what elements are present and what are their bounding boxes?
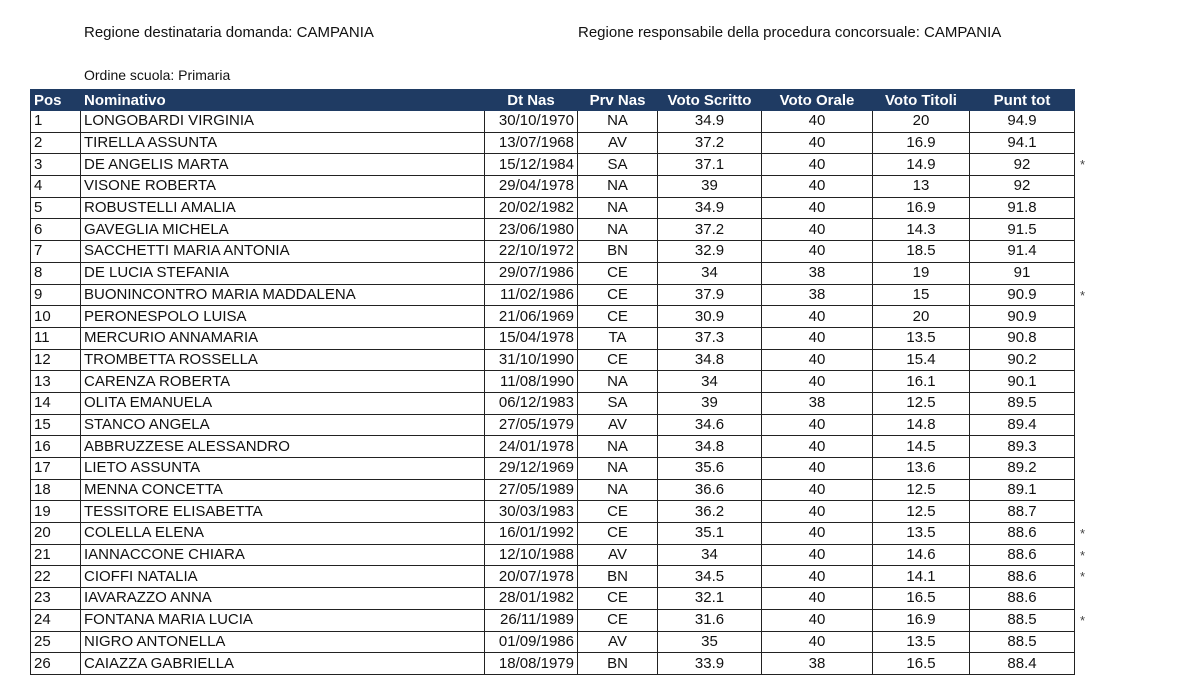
- cell-prv-nas: NA: [578, 176, 658, 198]
- cell-voto-scritto: 34: [658, 544, 762, 566]
- note-mark: [1080, 632, 1100, 654]
- cell-voto-titoli: 16.5: [873, 653, 970, 675]
- table-row: [31, 436, 1075, 458]
- cell-punt-tot: 89.5: [970, 392, 1075, 414]
- cell-nominativo: VISONE ROBERTA: [81, 176, 485, 198]
- cell-dt-nas: 29/04/1978: [485, 176, 578, 198]
- cell-prv-nas: SA: [578, 392, 658, 414]
- cell-voto-titoli: 14.6: [873, 544, 970, 566]
- cell-punt-tot: 89.3: [970, 436, 1075, 458]
- cell-punt-tot: 88.6: [970, 566, 1075, 588]
- table-row: [31, 154, 1075, 176]
- cell-dt-nas: 21/06/1969: [485, 306, 578, 328]
- column-header-pos: Pos: [31, 90, 81, 111]
- cell-voto-scritto: 36.2: [658, 501, 762, 523]
- cell-pos: 15: [31, 414, 81, 436]
- cell-voto-orale: 40: [762, 609, 873, 631]
- cell-dt-nas: 11/02/1986: [485, 284, 578, 306]
- cell-dt-nas: 22/10/1972: [485, 241, 578, 263]
- cell-dt-nas: 27/05/1979: [485, 414, 578, 436]
- column-header-prv-nas: Prv Nas: [578, 90, 658, 111]
- cell-dt-nas: 01/09/1986: [485, 631, 578, 653]
- cell-nominativo: COLELLA ELENA: [81, 523, 485, 545]
- cell-pos: 10: [31, 306, 81, 328]
- cell-voto-titoli: 15: [873, 284, 970, 306]
- cell-pos: 4: [31, 176, 81, 198]
- cell-voto-titoli: 13.6: [873, 458, 970, 480]
- region-responsible-label: Regione responsabile della procedura concorsuale: CAMPANIA: [578, 24, 1002, 41]
- cell-dt-nas: 29/07/1986: [485, 262, 578, 284]
- column-header-punt-tot: Punt tot: [970, 90, 1075, 111]
- cell-voto-orale: 38: [762, 392, 873, 414]
- cell-prv-nas: CE: [578, 501, 658, 523]
- table-row: [31, 414, 1075, 436]
- column-header-voto-titoli: Voto Titoli: [873, 90, 970, 111]
- table-body: [31, 111, 1075, 675]
- table-row: [31, 132, 1075, 154]
- cell-voto-scritto: 39: [658, 392, 762, 414]
- cell-punt-tot: 90.9: [970, 284, 1075, 306]
- cell-voto-scritto: 34.8: [658, 436, 762, 458]
- cell-voto-orale: 40: [762, 458, 873, 480]
- cell-prv-nas: AV: [578, 132, 658, 154]
- cell-voto-titoli: 16.5: [873, 588, 970, 610]
- cell-prv-nas: TA: [578, 327, 658, 349]
- cell-voto-titoli: 14.8: [873, 414, 970, 436]
- cell-voto-scritto: 34: [658, 262, 762, 284]
- cell-pos: 12: [31, 349, 81, 371]
- cell-pos: 23: [31, 588, 81, 610]
- note-mark: [1080, 198, 1100, 220]
- table-row: [31, 566, 1075, 588]
- cell-punt-tot: 90.9: [970, 306, 1075, 328]
- cell-punt-tot: 91.4: [970, 241, 1075, 263]
- cell-prv-nas: NA: [578, 111, 658, 133]
- cell-punt-tot: 91.5: [970, 219, 1075, 241]
- cell-pos: 2: [31, 132, 81, 154]
- cell-nominativo: OLITA EMANUELA: [81, 392, 485, 414]
- table-row: [31, 653, 1075, 675]
- cell-prv-nas: NA: [578, 436, 658, 458]
- cell-nominativo: IANNACCONE CHIARA: [81, 544, 485, 566]
- cell-nominativo: ABBRUZZESE ALESSANDRO: [81, 436, 485, 458]
- cell-nominativo: BUONINCONTRO MARIA MADDALENA: [81, 284, 485, 306]
- note-mark: [1080, 350, 1100, 372]
- table-row: [31, 371, 1075, 393]
- cell-punt-tot: 88.5: [970, 631, 1075, 653]
- cell-voto-titoli: 12.5: [873, 392, 970, 414]
- cell-pos: 21: [31, 544, 81, 566]
- cell-pos: 22: [31, 566, 81, 588]
- cell-dt-nas: 26/11/1989: [485, 609, 578, 631]
- column-header-voto-scritto: Voto Scritto: [658, 90, 762, 111]
- cell-prv-nas: BN: [578, 241, 658, 263]
- cell-voto-orale: 40: [762, 132, 873, 154]
- cell-voto-scritto: 34: [658, 371, 762, 393]
- note-mark: [1080, 133, 1100, 155]
- cell-voto-orale: 40: [762, 241, 873, 263]
- cell-voto-scritto: 34.5: [658, 566, 762, 588]
- cell-voto-scritto: 33.9: [658, 653, 762, 675]
- cell-punt-tot: 88.5: [970, 609, 1075, 631]
- cell-prv-nas: BN: [578, 566, 658, 588]
- cell-nominativo: MERCURIO ANNAMARIA: [81, 327, 485, 349]
- cell-prv-nas: NA: [578, 371, 658, 393]
- cell-voto-titoli: 16.1: [873, 371, 970, 393]
- cell-dt-nas: 15/04/1978: [485, 327, 578, 349]
- notes-column: [1080, 111, 1100, 675]
- table-row: [31, 501, 1075, 523]
- cell-dt-nas: 27/05/1989: [485, 479, 578, 501]
- cell-punt-tot: 91: [970, 262, 1075, 284]
- cell-dt-nas: 06/12/1983: [485, 392, 578, 414]
- cell-punt-tot: 89.1: [970, 479, 1075, 501]
- cell-voto-orale: 40: [762, 566, 873, 588]
- cell-prv-nas: CE: [578, 284, 658, 306]
- cell-pos: 25: [31, 631, 81, 653]
- cell-voto-orale: 40: [762, 111, 873, 133]
- note-mark: [1080, 458, 1100, 480]
- cell-pos: 1: [31, 111, 81, 133]
- cell-pos: 13: [31, 371, 81, 393]
- cell-voto-titoli: 14.9: [873, 154, 970, 176]
- cell-nominativo: SACCHETTI MARIA ANTONIA: [81, 241, 485, 263]
- cell-pos: 17: [31, 458, 81, 480]
- cell-nominativo: ROBUSTELLI AMALIA: [81, 197, 485, 219]
- cell-prv-nas: CE: [578, 262, 658, 284]
- cell-punt-tot: 88.6: [970, 588, 1075, 610]
- cell-nominativo: PERONESPOLO LUISA: [81, 306, 485, 328]
- cell-voto-orale: 40: [762, 479, 873, 501]
- table-row: [31, 262, 1075, 284]
- note-mark: [1080, 176, 1100, 198]
- cell-prv-nas: NA: [578, 219, 658, 241]
- cell-pos: 20: [31, 523, 81, 545]
- cell-voto-titoli: 12.5: [873, 501, 970, 523]
- cell-voto-titoli: 13.5: [873, 631, 970, 653]
- cell-nominativo: MENNA CONCETTA: [81, 479, 485, 501]
- cell-nominativo: NIGRO ANTONELLA: [81, 631, 485, 653]
- note-mark: *: [1080, 287, 1086, 303]
- cell-voto-scritto: 37.1: [658, 154, 762, 176]
- cell-voto-scritto: 35.1: [658, 523, 762, 545]
- cell-punt-tot: 92: [970, 154, 1075, 176]
- table-row: [31, 241, 1075, 263]
- cell-voto-titoli: 13: [873, 176, 970, 198]
- note-mark: [1080, 480, 1100, 502]
- cell-prv-nas: CE: [578, 349, 658, 371]
- note-mark: [1080, 501, 1100, 523]
- cell-voto-scritto: 37.2: [658, 132, 762, 154]
- cell-dt-nas: 20/02/1982: [485, 197, 578, 219]
- ranking-table: [30, 89, 1075, 675]
- cell-punt-tot: 90.1: [970, 371, 1075, 393]
- cell-punt-tot: 88.6: [970, 544, 1075, 566]
- table-row: [31, 523, 1075, 545]
- note-mark: [1080, 371, 1100, 393]
- cell-voto-scritto: 32.9: [658, 241, 762, 263]
- cell-voto-scritto: 34.9: [658, 111, 762, 133]
- cell-voto-orale: 40: [762, 154, 873, 176]
- table-row: [31, 609, 1075, 631]
- cell-voto-scritto: 35: [658, 631, 762, 653]
- cell-punt-tot: 89.2: [970, 458, 1075, 480]
- cell-voto-scritto: 30.9: [658, 306, 762, 328]
- cell-nominativo: TESSITORE ELISABETTA: [81, 501, 485, 523]
- note-mark: [1080, 328, 1100, 350]
- table-row: [31, 176, 1075, 198]
- cell-pos: 26: [31, 653, 81, 675]
- cell-prv-nas: AV: [578, 414, 658, 436]
- cell-voto-titoli: 20: [873, 306, 970, 328]
- cell-nominativo: LONGOBARDI VIRGINIA: [81, 111, 485, 133]
- cell-nominativo: CARENZA ROBERTA: [81, 371, 485, 393]
- cell-voto-orale: 38: [762, 653, 873, 675]
- cell-pos: 6: [31, 219, 81, 241]
- column-header-dt-nas: Dt Nas: [485, 90, 578, 111]
- cell-nominativo: CAIAZZA GABRIELLA: [81, 653, 485, 675]
- cell-voto-orale: 40: [762, 306, 873, 328]
- school-order-label: Ordine scuola: Primaria: [84, 67, 231, 83]
- cell-dt-nas: 20/07/1978: [485, 566, 578, 588]
- cell-voto-scritto: 36.6: [658, 479, 762, 501]
- note-mark: *: [1080, 526, 1086, 542]
- cell-punt-tot: 94.9: [970, 111, 1075, 133]
- table-row: [31, 284, 1075, 306]
- cell-voto-orale: 40: [762, 219, 873, 241]
- cell-voto-scritto: 35.6: [658, 458, 762, 480]
- table-row: [31, 111, 1075, 133]
- cell-prv-nas: SA: [578, 154, 658, 176]
- cell-punt-tot: 90.2: [970, 349, 1075, 371]
- note-mark: *: [1080, 157, 1086, 173]
- table-row: [31, 631, 1075, 653]
- cell-voto-titoli: 14.1: [873, 566, 970, 588]
- cell-nominativo: FONTANA MARIA LUCIA: [81, 609, 485, 631]
- cell-voto-scritto: 32.1: [658, 588, 762, 610]
- cell-prv-nas: NA: [578, 479, 658, 501]
- cell-punt-tot: 90.8: [970, 327, 1075, 349]
- cell-voto-titoli: 13.5: [873, 327, 970, 349]
- cell-voto-scritto: 34.8: [658, 349, 762, 371]
- cell-voto-orale: 40: [762, 197, 873, 219]
- cell-voto-orale: 40: [762, 327, 873, 349]
- note-mark: *: [1080, 547, 1086, 563]
- cell-nominativo: CIOFFI NATALIA: [81, 566, 485, 588]
- cell-dt-nas: 23/06/1980: [485, 219, 578, 241]
- cell-voto-orale: 40: [762, 544, 873, 566]
- cell-dt-nas: 18/08/1979: [485, 653, 578, 675]
- cell-dt-nas: 12/10/1988: [485, 544, 578, 566]
- cell-punt-tot: 88.6: [970, 523, 1075, 545]
- table-row: [31, 349, 1075, 371]
- table-row: [31, 588, 1075, 610]
- note-mark: [1080, 306, 1100, 328]
- cell-dt-nas: 30/10/1970: [485, 111, 578, 133]
- cell-nominativo: DE ANGELIS MARTA: [81, 154, 485, 176]
- cell-nominativo: TIRELLA ASSUNTA: [81, 132, 485, 154]
- cell-dt-nas: 31/10/1990: [485, 349, 578, 371]
- cell-prv-nas: CE: [578, 609, 658, 631]
- cell-voto-orale: 40: [762, 414, 873, 436]
- cell-voto-scritto: 31.6: [658, 609, 762, 631]
- cell-nominativo: LIETO ASSUNTA: [81, 458, 485, 480]
- cell-voto-titoli: 15.4: [873, 349, 970, 371]
- column-header-nominativo: Nominativo: [81, 90, 485, 111]
- cell-pos: 14: [31, 392, 81, 414]
- table-row: [31, 306, 1075, 328]
- cell-prv-nas: CE: [578, 588, 658, 610]
- note-mark: [1080, 241, 1100, 263]
- cell-voto-titoli: 14.5: [873, 436, 970, 458]
- cell-nominativo: DE LUCIA STEFANIA: [81, 262, 485, 284]
- cell-voto-scritto: 34.6: [658, 414, 762, 436]
- note-mark: [1080, 219, 1100, 241]
- cell-prv-nas: BN: [578, 653, 658, 675]
- cell-voto-titoli: 16.9: [873, 197, 970, 219]
- table-row: [31, 392, 1075, 414]
- cell-voto-orale: 40: [762, 436, 873, 458]
- note-mark: [1080, 263, 1100, 285]
- cell-voto-orale: 40: [762, 588, 873, 610]
- table-row: [31, 327, 1075, 349]
- cell-voto-orale: 38: [762, 262, 873, 284]
- cell-punt-tot: 94.1: [970, 132, 1075, 154]
- note-mark: [1080, 653, 1100, 675]
- table-row: [31, 197, 1075, 219]
- cell-voto-scritto: 39: [658, 176, 762, 198]
- cell-voto-titoli: 12.5: [873, 479, 970, 501]
- cell-pos: 5: [31, 197, 81, 219]
- cell-voto-scritto: 37.9: [658, 284, 762, 306]
- cell-pos: 11: [31, 327, 81, 349]
- table-row: [31, 544, 1075, 566]
- cell-prv-nas: CE: [578, 306, 658, 328]
- cell-dt-nas: 11/08/1990: [485, 371, 578, 393]
- cell-dt-nas: 16/01/1992: [485, 523, 578, 545]
- cell-pos: 18: [31, 479, 81, 501]
- cell-prv-nas: NA: [578, 197, 658, 219]
- cell-nominativo: TROMBETTA ROSSELLA: [81, 349, 485, 371]
- cell-voto-titoli: 13.5: [873, 523, 970, 545]
- cell-voto-orale: 38: [762, 284, 873, 306]
- cell-voto-orale: 40: [762, 501, 873, 523]
- cell-voto-titoli: 16.9: [873, 132, 970, 154]
- column-header-voto-orale: Voto Orale: [762, 90, 873, 111]
- table-header-row: [31, 90, 1075, 111]
- cell-prv-nas: AV: [578, 631, 658, 653]
- cell-dt-nas: 15/12/1984: [485, 154, 578, 176]
- cell-pos: 19: [31, 501, 81, 523]
- cell-voto-titoli: 19: [873, 262, 970, 284]
- cell-dt-nas: 30/03/1983: [485, 501, 578, 523]
- cell-pos: 3: [31, 154, 81, 176]
- cell-voto-titoli: 18.5: [873, 241, 970, 263]
- table-row: [31, 458, 1075, 480]
- cell-nominativo: IAVARAZZO ANNA: [81, 588, 485, 610]
- cell-pos: 24: [31, 609, 81, 631]
- cell-pos: 9: [31, 284, 81, 306]
- cell-nominativo: STANCO ANGELA: [81, 414, 485, 436]
- table-row: [31, 219, 1075, 241]
- cell-voto-titoli: 20: [873, 111, 970, 133]
- cell-pos: 8: [31, 262, 81, 284]
- cell-nominativo: GAVEGLIA MICHELA: [81, 219, 485, 241]
- cell-punt-tot: 89.4: [970, 414, 1075, 436]
- cell-punt-tot: 88.7: [970, 501, 1075, 523]
- note-mark: [1080, 111, 1100, 133]
- cell-prv-nas: NA: [578, 458, 658, 480]
- note-mark: *: [1080, 569, 1086, 585]
- cell-dt-nas: 28/01/1982: [485, 588, 578, 610]
- cell-dt-nas: 29/12/1969: [485, 458, 578, 480]
- cell-voto-scritto: 37.3: [658, 327, 762, 349]
- note-mark: [1080, 415, 1100, 437]
- cell-voto-orale: 40: [762, 631, 873, 653]
- cell-voto-orale: 40: [762, 523, 873, 545]
- cell-prv-nas: CE: [578, 523, 658, 545]
- cell-voto-orale: 40: [762, 176, 873, 198]
- cell-pos: 16: [31, 436, 81, 458]
- cell-pos: 7: [31, 241, 81, 263]
- cell-voto-titoli: 16.9: [873, 609, 970, 631]
- cell-punt-tot: 88.4: [970, 653, 1075, 675]
- cell-voto-titoli: 14.3: [873, 219, 970, 241]
- cell-voto-scritto: 37.2: [658, 219, 762, 241]
- cell-punt-tot: 91.8: [970, 197, 1075, 219]
- cell-voto-orale: 40: [762, 349, 873, 371]
- region-destination-label: Regione destinataria domanda: CAMPANIA: [84, 24, 374, 41]
- cell-prv-nas: AV: [578, 544, 658, 566]
- note-mark: [1080, 393, 1100, 415]
- cell-dt-nas: 13/07/1968: [485, 132, 578, 154]
- cell-dt-nas: 24/01/1978: [485, 436, 578, 458]
- cell-punt-tot: 92: [970, 176, 1075, 198]
- cell-voto-orale: 40: [762, 371, 873, 393]
- note-mark: *: [1080, 612, 1086, 628]
- note-mark: [1080, 436, 1100, 458]
- note-mark: [1080, 588, 1100, 610]
- cell-voto-scritto: 34.9: [658, 197, 762, 219]
- table-row: [31, 479, 1075, 501]
